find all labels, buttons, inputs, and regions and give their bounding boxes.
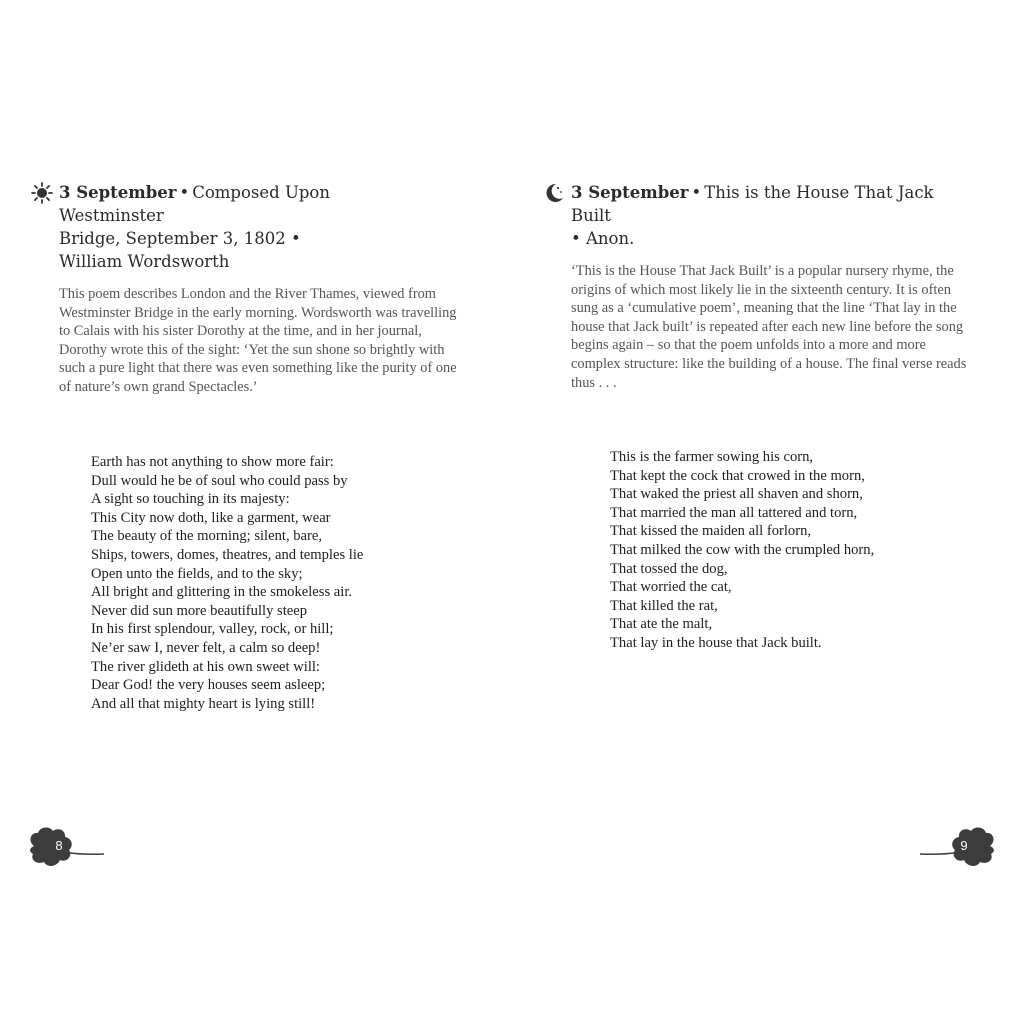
poem-line: Earth has not anything to show more fair: (91, 454, 334, 470)
poem-line: Ne’er saw I, never felt, a calm so deep! (91, 639, 321, 656)
poem-text (610, 448, 874, 653)
poem-line: That worried the cat, (610, 579, 732, 596)
poem-line: That lay in the house that Jack built. (610, 634, 822, 651)
poem-line: That ate the malt, (610, 616, 713, 633)
poem-line: The beauty of the morning; silent, bare, (91, 528, 322, 545)
right-page (512, 0, 1024, 1024)
poem-line: Never did sun more beautifully steep (91, 602, 308, 619)
page-number: 8 (55, 838, 63, 853)
intro-paragraph: ‘This is the House That Jack Built’ is a popular nursery rhyme, the origins of which most likely lie in the sixteenth century. It is often sung as a ‘cumulative poem’, meaning that the line ‘That lay in the house that Jack built’ is repeated after each new line before the song begins again – so that the poem unfolds into a more and more complex structure: like the building of a house. The final verse reads thus . . . (571, 263, 967, 391)
poem-line: This City now doth, like a garment, wear (91, 509, 331, 526)
poem-line: Ships, towers, domes, theatres, and temples lie (91, 546, 364, 563)
poem-heading (59, 181, 439, 273)
heading-title-line1: Composed Upon Westminster (59, 183, 330, 225)
heading-separator: • (179, 183, 190, 202)
poem-line: That kissed the maiden all forlorn, (610, 523, 812, 540)
poem-line: This is the farmer sowing his corn, (610, 449, 814, 465)
intro-paragraph: This poem describes London and the River Thames, viewed from Westminster Bridge in the early morning. Wordsworth was travelling to Calais with his sister Dorothy at the time, and in her journal, Dorothy wrote this of the sight: ‘Yet the sun shone so brightly with such a pure light that there was even something like the purity of one of nature’s own grand Spectacles.’ (59, 286, 457, 395)
heading-title-line1: This is the House That Jack Built (571, 183, 934, 225)
heading-separator: • (691, 183, 702, 202)
page-number: 9 (960, 838, 968, 853)
poem-line: That married the man all tattered and torn, (610, 504, 858, 521)
heading-date: 3 September (571, 183, 689, 202)
poem-line: Dear God! the very houses seem asleep; (91, 677, 326, 694)
heading-author: • Anon. (571, 229, 635, 248)
heading-title-line2: Bridge, September 3, 1802 • (59, 229, 301, 248)
poem-line: The river glideth at his own sweet will: (91, 658, 320, 675)
poem-text (91, 453, 363, 713)
moon-icon (543, 182, 565, 204)
poem-line: That tossed the dog, (610, 560, 728, 577)
heading-author: William Wordsworth (59, 252, 230, 271)
poem-line: All bright and glittering in the smokeless air. (91, 584, 353, 601)
sun-icon (31, 182, 53, 204)
poem-line: Open unto the fields, and to the sky; (91, 565, 303, 582)
poem-line: That kept the cock that crowed in the morn, (610, 467, 865, 484)
poem-line: Dull would he be of soul who could pass by (91, 472, 348, 489)
poem-line: That waked the priest all shaven and shorn, (610, 486, 863, 503)
poem-line: And all that mighty heart is lying still! (91, 695, 316, 712)
poem-line: That killed the rat, (610, 597, 718, 614)
poem-line: A sight so touching in its majesty: (91, 491, 290, 508)
heading-date: 3 September (59, 183, 177, 202)
poem-line: In his first splendour, valley, rock, or hill; (91, 621, 334, 638)
poem-heading (571, 181, 966, 250)
poem-line: That milked the cow with the crumpled horn, (610, 541, 875, 558)
